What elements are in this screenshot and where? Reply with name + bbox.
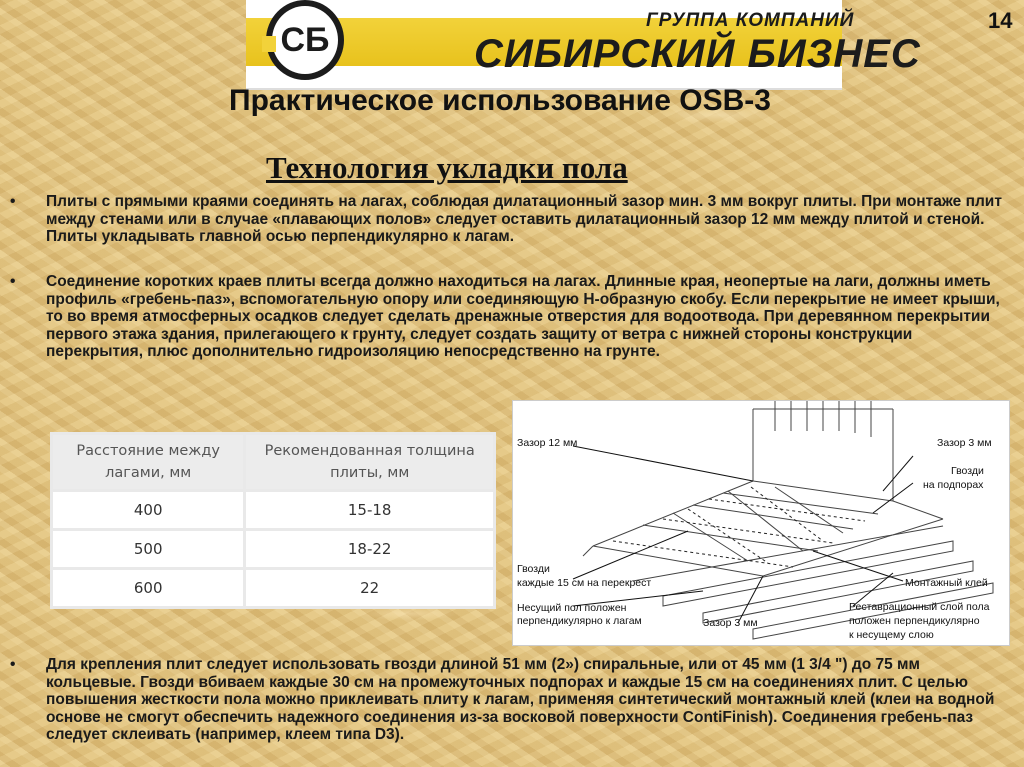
label-nails-support-2: на подпорах [923, 479, 984, 491]
table-cell: 22 [246, 570, 493, 606]
bullet-icon: • [10, 273, 16, 290]
table-header-row [53, 435, 493, 489]
joist-thickness-table [50, 432, 496, 609]
table-cell: 400 [53, 492, 243, 528]
table-cell: 600 [53, 570, 243, 606]
bullet-icon: • [10, 656, 16, 673]
table-cell: 18-22 [246, 531, 493, 567]
floor-installation-diagram [512, 400, 1010, 646]
bullet-icon: • [10, 193, 16, 210]
table-header-joist-spacing: Расстояние между лагами, мм [53, 435, 243, 489]
label-mount-glue: Монтажный клей [905, 577, 988, 589]
paragraph-fastening [10, 656, 1010, 744]
table-header-thickness: Рекомендованная толщина плиты, мм [246, 435, 493, 489]
table-row [53, 492, 493, 528]
table-row [53, 570, 493, 606]
logo-company-name: СИБИРСКИЙ БИЗНЕС [474, 32, 921, 76]
company-emblem-icon: СБ [266, 0, 344, 80]
paragraph-text: Соединение коротких краев плиты всегда должно находиться на лагах. Длинные края, неопертые на лаги, должны иметь профиль «гребень-паз», вспомогательную опору или соединяющую Н-образную скобу. Если перекрытие не имеет крыши, то во время атмосферных осадков следует сделать дренажные отверстия для водоотвода. При деревянном перекрытии первого этажа здания, прилегающего к грунту, следует создать защиту от ветра с нижней стороны конструкции перекрытия, плюс дополнительно гидроизоляцию непосредственно на грунте. [46, 273, 1000, 360]
label-restore-1: Реставрационный слой пола [849, 601, 990, 613]
label-floor-2: перпендикулярно к лагам [517, 615, 642, 627]
slide-subtitle: Технология укладки пола [266, 150, 628, 185]
label-nails-cross-2: каждые 15 см на перекрест [517, 577, 652, 589]
slide-title: Практическое использование OSB-3 [229, 84, 771, 117]
table-cell: 15-18 [246, 492, 493, 528]
label-floor-1: Несущий пол положен [517, 602, 627, 614]
paragraph-text: Для крепления плит следует использовать гвозди длиной 51 мм (2») спиральные, или от 45 мм (1 3/4 ") до 75 мм кольцевые. Гвозди вбиваем каждые 30 см на промежуточных подпорах и каждые 15 см на соединениях плит. С целью повышения жесткости пола можно приклеивать плиту к лагам, применяя синтетический монтажный клей (клеи на водной основе не смогут обеспечить надежного соединения из-за восковой поверхности ContiFinish). Соединения гребень-паз следует склеивать (например, клеем типа D3). [46, 656, 995, 743]
label-nails-cross-1: Гвозди [517, 563, 550, 575]
paragraph-joints [10, 193, 1010, 246]
label-gap-3-top: Зазор 3 мм [937, 437, 992, 449]
table-row [53, 531, 493, 567]
label-restore-2: положен перпендикулярно [849, 615, 980, 627]
company-logo-banner [246, 0, 921, 90]
paragraph-text: Плиты с прямыми краями соединять на лагах, соблюдая дилатационный зазор мин. 3 мм вокруг плиты. При монтаже плит между стенами или в случае «плавающих полов» следует оставить дилатационный зазор 12 мм между плитой и стеной. Плиты укладывать главной осью перпендикулярно к лагам. [46, 193, 1002, 245]
label-gap-12: Зазор 12 мм [517, 437, 578, 449]
label-restore-3: к несущему слою [849, 629, 934, 641]
label-nails-support-1: Гвозди [951, 465, 984, 477]
table-cell: 500 [53, 531, 243, 567]
paragraph-edges [10, 273, 1010, 361]
label-gap-3-bottom: Зазор 3 мм [703, 617, 758, 629]
page-number: 14 [988, 8, 1013, 33]
logo-group-text: ГРУППА КОМПАНИЙ [646, 10, 855, 31]
